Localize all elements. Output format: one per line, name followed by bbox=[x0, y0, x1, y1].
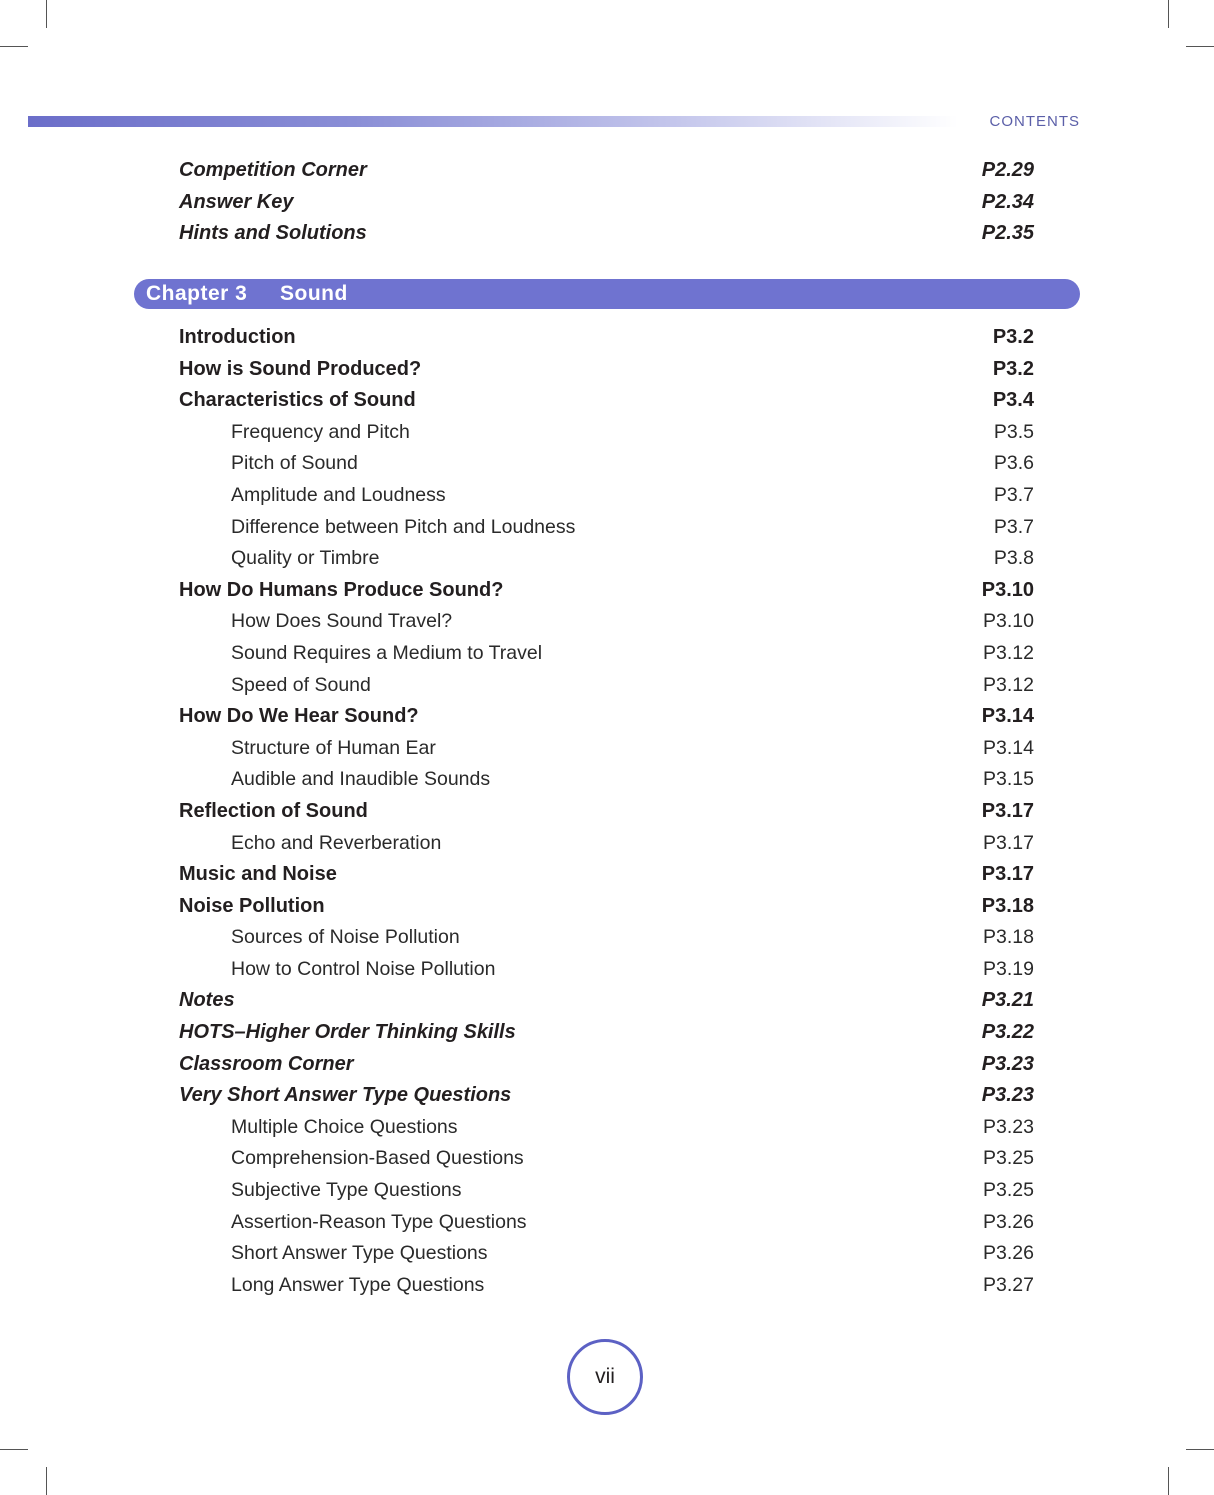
toc-entry-title: Multiple Choice Questions bbox=[231, 1115, 458, 1138]
toc-entry-title: How Do Humans Produce Sound? bbox=[179, 578, 504, 601]
toc-entry[interactable] bbox=[0, 1175, 1214, 1207]
toc-entry-title: How Do We Hear Sound? bbox=[179, 705, 419, 728]
toc-entry-page: P3.25 bbox=[983, 1147, 1034, 1170]
toc-entry[interactable] bbox=[0, 638, 1214, 670]
toc-entry-title: Characteristics of Sound bbox=[179, 389, 416, 412]
toc-entry[interactable] bbox=[0, 1017, 1214, 1049]
toc-entry-page: P2.34 bbox=[981, 190, 1034, 213]
crop-mark bbox=[46, 1467, 47, 1495]
toc-entry[interactable] bbox=[0, 1238, 1214, 1270]
toc-entry-page: P3.6 bbox=[993, 452, 1034, 475]
toc-entry-page: P3.17 bbox=[981, 863, 1034, 886]
toc-entry-title: HOTS–Higher Order Thinking Skills bbox=[179, 1021, 516, 1044]
toc-entry[interactable] bbox=[0, 922, 1214, 954]
toc-entry-page: P3.2 bbox=[992, 357, 1034, 380]
toc-entry[interactable] bbox=[0, 954, 1214, 986]
toc-entry[interactable] bbox=[0, 796, 1214, 828]
toc-entry[interactable] bbox=[0, 187, 1214, 219]
toc-entry-title: Classroom Corner bbox=[179, 1052, 354, 1075]
toc-entry-title: Pitch of Sound bbox=[231, 452, 358, 475]
toc-entry-page: P3.23 bbox=[983, 1115, 1034, 1138]
toc-entry[interactable] bbox=[0, 1207, 1214, 1239]
toc-entry-title: Long Answer Type Questions bbox=[231, 1273, 485, 1296]
chapter-title: Sound bbox=[280, 282, 348, 305]
toc-entry-title: Competition Corner bbox=[179, 159, 367, 181]
toc-entry[interactable] bbox=[0, 733, 1214, 765]
toc-entry-page: P3.12 bbox=[983, 673, 1034, 696]
chapter-entries bbox=[0, 322, 1214, 1301]
toc-entry-title: Sound Requires a Medium to Travel bbox=[231, 641, 543, 664]
toc-entry[interactable] bbox=[0, 354, 1214, 386]
toc-entry-title: Music and Noise bbox=[179, 863, 337, 886]
toc-entry-page: P3.17 bbox=[983, 831, 1034, 854]
toc-entry-page: P3.5 bbox=[993, 420, 1034, 443]
toc-entry[interactable] bbox=[0, 480, 1214, 512]
toc-entry[interactable] bbox=[0, 543, 1214, 575]
crop-mark bbox=[46, 0, 47, 28]
crop-mark bbox=[1168, 1467, 1169, 1495]
toc-entry-title: Sources of Noise Pollution bbox=[231, 926, 460, 949]
toc-entry[interactable] bbox=[0, 448, 1214, 480]
toc-entry-title: How is Sound Produced? bbox=[179, 357, 422, 380]
crop-mark bbox=[0, 46, 28, 47]
toc-entry-title: Amplitude and Loudness bbox=[231, 483, 446, 506]
chapter-heading-bar bbox=[134, 279, 1080, 309]
toc-entry-title: Difference between Pitch and Loudness bbox=[231, 515, 576, 538]
toc-entry[interactable] bbox=[0, 1112, 1214, 1144]
toc-entry-page: P3.22 bbox=[981, 1021, 1034, 1044]
toc-entry-page: P2.35 bbox=[981, 222, 1034, 245]
toc-entry-title: Assertion-Reason Type Questions bbox=[231, 1210, 527, 1233]
toc-entry-page: P3.18 bbox=[981, 894, 1034, 917]
toc-entry[interactable] bbox=[0, 322, 1214, 354]
toc-entry-title: Short Answer Type Questions bbox=[231, 1242, 488, 1265]
toc-entry-page: P3.26 bbox=[983, 1242, 1034, 1265]
toc-entry-title: Speed of Sound bbox=[231, 673, 371, 696]
toc-entry[interactable] bbox=[0, 670, 1214, 702]
toc-entry[interactable] bbox=[0, 385, 1214, 417]
toc-entry[interactable] bbox=[0, 701, 1214, 733]
toc-entry[interactable] bbox=[0, 512, 1214, 544]
toc-entry-page: P3.10 bbox=[983, 610, 1034, 633]
crop-mark bbox=[1186, 1449, 1214, 1450]
toc-entry-title: Noise Pollution bbox=[179, 894, 325, 917]
toc-entry[interactable] bbox=[0, 1143, 1214, 1175]
toc-entry[interactable] bbox=[0, 985, 1214, 1017]
toc-entry-title: How Does Sound Travel? bbox=[231, 610, 453, 633]
running-head: CONTENTS bbox=[989, 113, 1080, 130]
toc-entry-page: P3.7 bbox=[993, 483, 1034, 506]
header-gradient-band bbox=[28, 116, 958, 127]
toc-entry[interactable] bbox=[0, 764, 1214, 796]
toc-entry-title: Comprehension-Based Questions bbox=[231, 1147, 524, 1170]
toc-entry-page: P3.2 bbox=[992, 326, 1034, 348]
toc-entry[interactable] bbox=[0, 218, 1214, 250]
previous-chapter-entries bbox=[0, 155, 1214, 250]
toc-entry-page: P3.7 bbox=[993, 515, 1034, 538]
toc-entry[interactable] bbox=[0, 417, 1214, 449]
toc-entry-page: P3.25 bbox=[983, 1179, 1034, 1202]
toc-entry-title: Notes bbox=[179, 989, 235, 1012]
toc-entry-page: P3.17 bbox=[981, 799, 1034, 822]
toc-entry-page: P2.29 bbox=[981, 159, 1034, 181]
crop-mark bbox=[0, 1449, 28, 1450]
toc-entry-page: P3.14 bbox=[981, 705, 1034, 728]
toc-entry[interactable] bbox=[0, 575, 1214, 607]
toc-entry-title: Echo and Reverberation bbox=[231, 831, 442, 854]
toc-entry-page: P3.27 bbox=[983, 1273, 1034, 1296]
toc-entry-title: Frequency and Pitch bbox=[231, 420, 410, 443]
toc-entry-title: Quality or Timbre bbox=[231, 547, 380, 570]
toc-entry-page: P3.18 bbox=[983, 926, 1034, 949]
toc-entry-title: Audible and Inaudible Sounds bbox=[231, 768, 491, 791]
toc-entry-page: P3.4 bbox=[992, 389, 1034, 412]
toc-entry-page: P3.23 bbox=[981, 1052, 1034, 1075]
chapter-number: Chapter 3 bbox=[146, 282, 248, 305]
toc-entry-page: P3.19 bbox=[983, 957, 1034, 980]
toc-entry-title: Structure of Human Ear bbox=[231, 736, 436, 759]
toc-entry-title: Reflection of Sound bbox=[179, 799, 368, 822]
toc-entry[interactable] bbox=[0, 891, 1214, 923]
toc-entry[interactable] bbox=[0, 859, 1214, 891]
crop-mark bbox=[1186, 46, 1214, 47]
toc-entry-page: P3.10 bbox=[981, 578, 1034, 601]
toc-entry-page: P3.21 bbox=[981, 989, 1034, 1012]
toc-entry-title: Subjective Type Questions bbox=[231, 1179, 462, 1202]
crop-mark bbox=[1168, 0, 1169, 28]
toc-entry[interactable] bbox=[0, 828, 1214, 860]
toc-entry-page: P3.15 bbox=[983, 768, 1034, 791]
toc-entry[interactable] bbox=[0, 606, 1214, 638]
toc-entry[interactable] bbox=[0, 1080, 1214, 1112]
toc-entry-title: Introduction bbox=[179, 326, 296, 348]
toc-entry-page: P3.14 bbox=[983, 736, 1034, 759]
toc-entry-title: Hints and Solutions bbox=[179, 222, 367, 245]
toc-entry[interactable] bbox=[0, 1049, 1214, 1081]
toc-entry-page: P3.8 bbox=[993, 547, 1034, 570]
toc-entry-title: Very Short Answer Type Questions bbox=[179, 1084, 512, 1107]
page-number: vii bbox=[567, 1339, 643, 1415]
toc-entry-title: How to Control Noise Pollution bbox=[231, 957, 496, 980]
toc-entry-page: P3.12 bbox=[983, 641, 1034, 664]
toc-entry-page: P3.26 bbox=[983, 1210, 1034, 1233]
toc-entry-page: P3.23 bbox=[981, 1084, 1034, 1107]
toc-entry[interactable] bbox=[0, 155, 1214, 187]
toc-entry-title: Answer Key bbox=[179, 190, 294, 213]
toc-entry[interactable] bbox=[0, 1270, 1214, 1302]
